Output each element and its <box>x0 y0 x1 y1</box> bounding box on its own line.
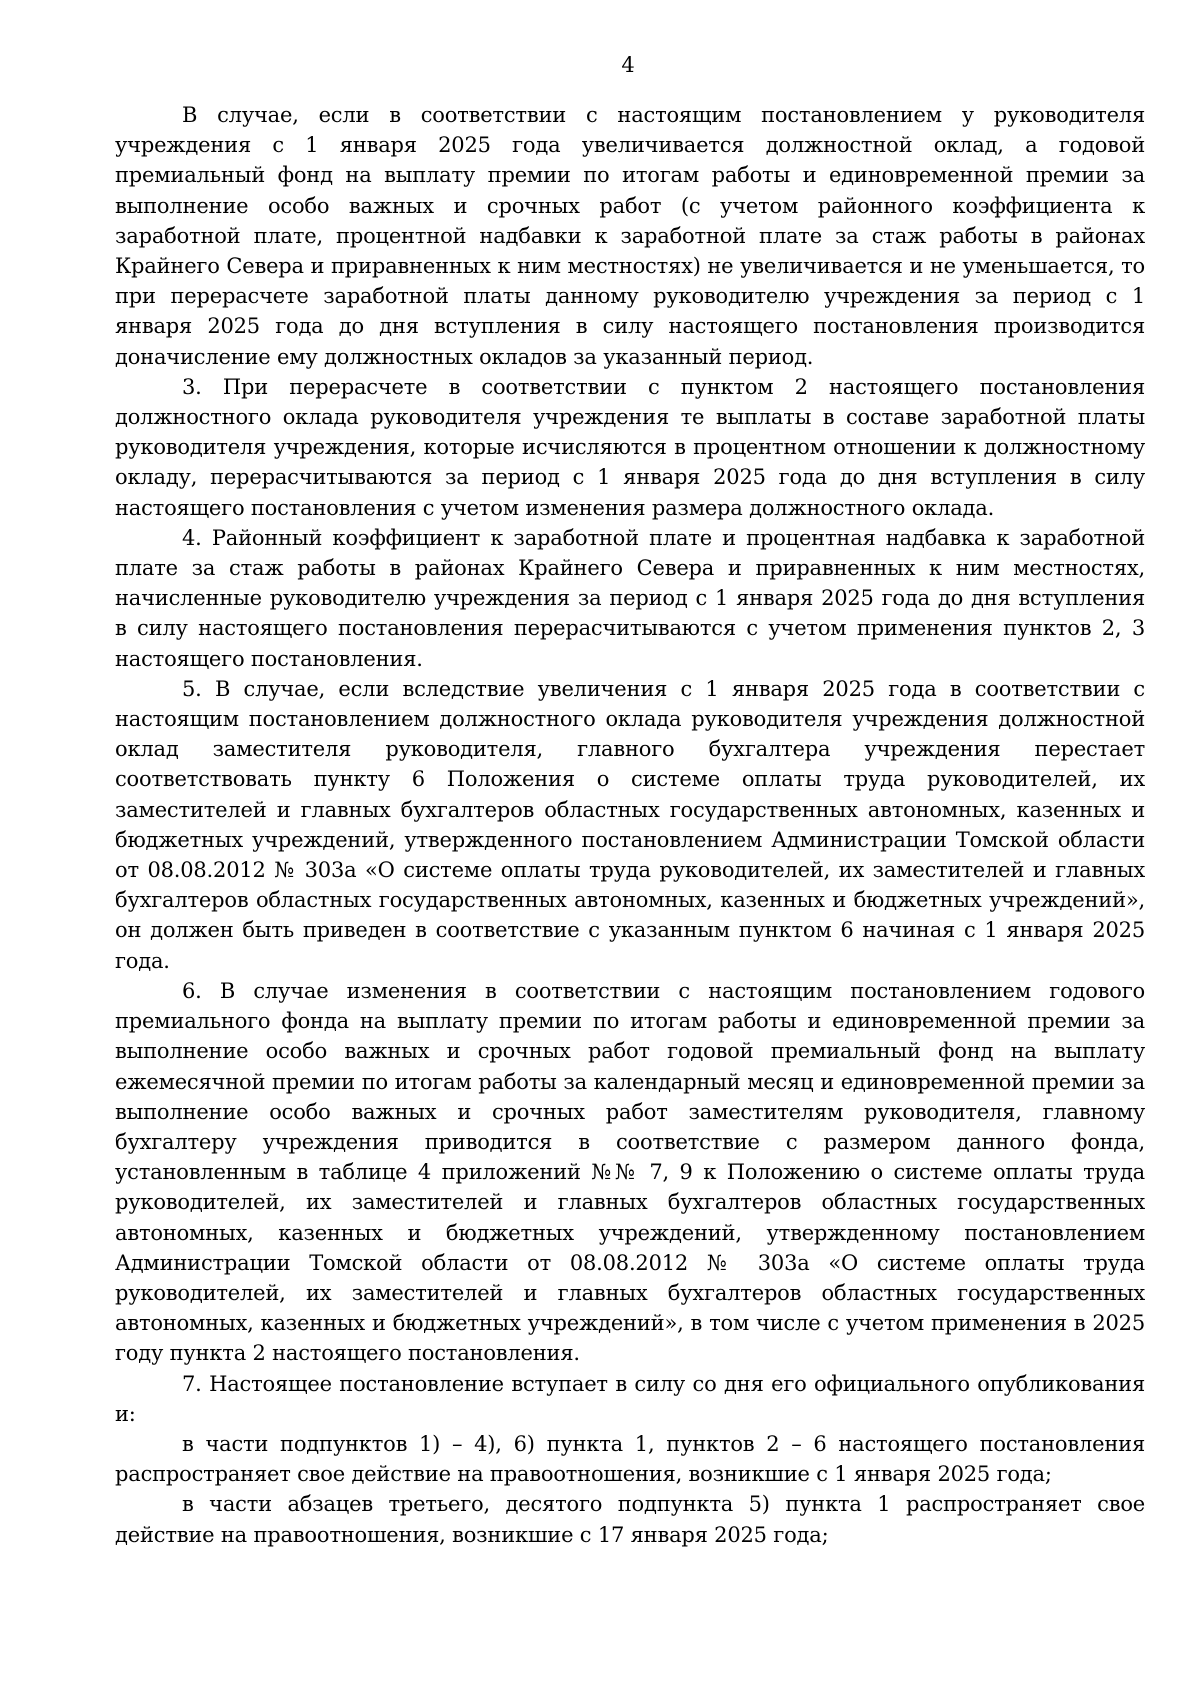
paragraph-item-7-part-2: в части абзацев третьего, десятого подпункта 5) пункта 1 распространяет свое действие на правоотношения, возникшие с 17 января 2025 года; <box>115 1492 1145 1547</box>
paragraph-item-4: 4. Районный коэффициент к заработной плате и процентная надбавка к заработной плате за стаж работы в районах Крайнего Севера и приравненных к ним местностях, начисленные руководителю учреждения за период с 1 января 2025 года до дня вступления в силу настоящего постановления перерасчитываются с учетом применения пунктов 2, 3 настоящего постановления. <box>115 525 1145 671</box>
paragraph-item-7: 7. Настоящее постановление вступает в силу со дня его официального опубликования и: <box>115 1371 1145 1426</box>
paragraph-item-3: 3. При перерасчете в соответствии с пунктом 2 настоящего постановления должностного оклада руководителя учреждения те выплаты в составе заработной платы руководителя учреждения, которые исчисляются в процентном отношении к должностному окладу, перерасчитываются за период с 1 января 2025 года до дня вступления в силу настоящего постановления с учетом изменения размера должностного оклада. <box>115 374 1145 520</box>
paragraph-item-6: 6. В случае изменения в соответствии с настоящим постановлением годового премиального фонда на выплату премии по итогам работы и единовременной премии за выполнение особо важных и срочных работ годовой премиальный фонд на выплату ежемесячной премии по итогам работы за календарный месяц и единовременной премии за выполнение особо важных и срочных работ заместителям руководителя, главному бухгалтеру учреждения приводится в соответствие с размером данного фонда, установленным в таблице 4 приложений №№ 7, 9 к Положению о системе оплаты труда руководителей, их заместителей и главных бухгалтеров областных государственных автономных, казенных и бюджетных учреждений, утвержденному постановлением Администрации Томской области от 08.08.2012 № 303а «О системе оплаты труда руководителей, их заместителей и главных бухгалтеров областных государственных автономных, казенных и бюджетных учреждений», в том числе с учетом применения в 2025 году пункта 2 настоящего постановления. <box>115 978 1145 1366</box>
paragraph-item-7-part-1: в части подпунктов 1) – 4), 6) пункта 1, пунктов 2 – 6 настоящего постановления распространяет свое действие на правоотношения, возникшие с 1 января 2025 года; <box>115 1431 1145 1487</box>
page-number: 4 <box>621 53 635 77</box>
paragraph-recalculation-case: В случае, если в соответствии с настоящим постановлением у руководителя учреждения с 1 января 2025 года увеличивается должностной оклад, а годовой премиальный фонд на выплату премии по итогам работы и единовременной премии за выполнение особо важных и срочных работ (с учетом районного коэффициента к заработной плате, процентной надбавки к заработной плате за стаж работы в районах Крайнего Севера и приравненных к ним местностях) не увеличивается и не уменьшается, то при перерасчете заработной платы данному руководителю учреждения за период с 1 января 2025 года до дня вступления в силу настоящего постановления производится доначисление ему должностных окладов за указанный период. <box>115 103 1145 369</box>
document-body <box>115 100 1145 1550</box>
paragraph-item-5: 5. В случае, если вследствие увеличения с 1 января 2025 года в соответствии с настоящим постановлением должностного оклада руководителя учреждения должностной оклад заместителя руководителя, главного бухгалтера учреждения перестает соответствовать пункту 6 Положения о системе оплаты труда руководителей, их заместителей и главных бухгалтеров областных государственных автономных, казенных и бюджетных учреждений, утвержденного постановлением Администрации Томской области от 08.08.2012 № 303а «О системе оплаты труда руководителей, их заместителей и главных бухгалтеров областных государственных автономных, казенных и бюджетных учреждений», он должен быть приведен в соответствие с указанным пунктом 6 начиная с 1 января 2025 года. <box>115 676 1145 973</box>
